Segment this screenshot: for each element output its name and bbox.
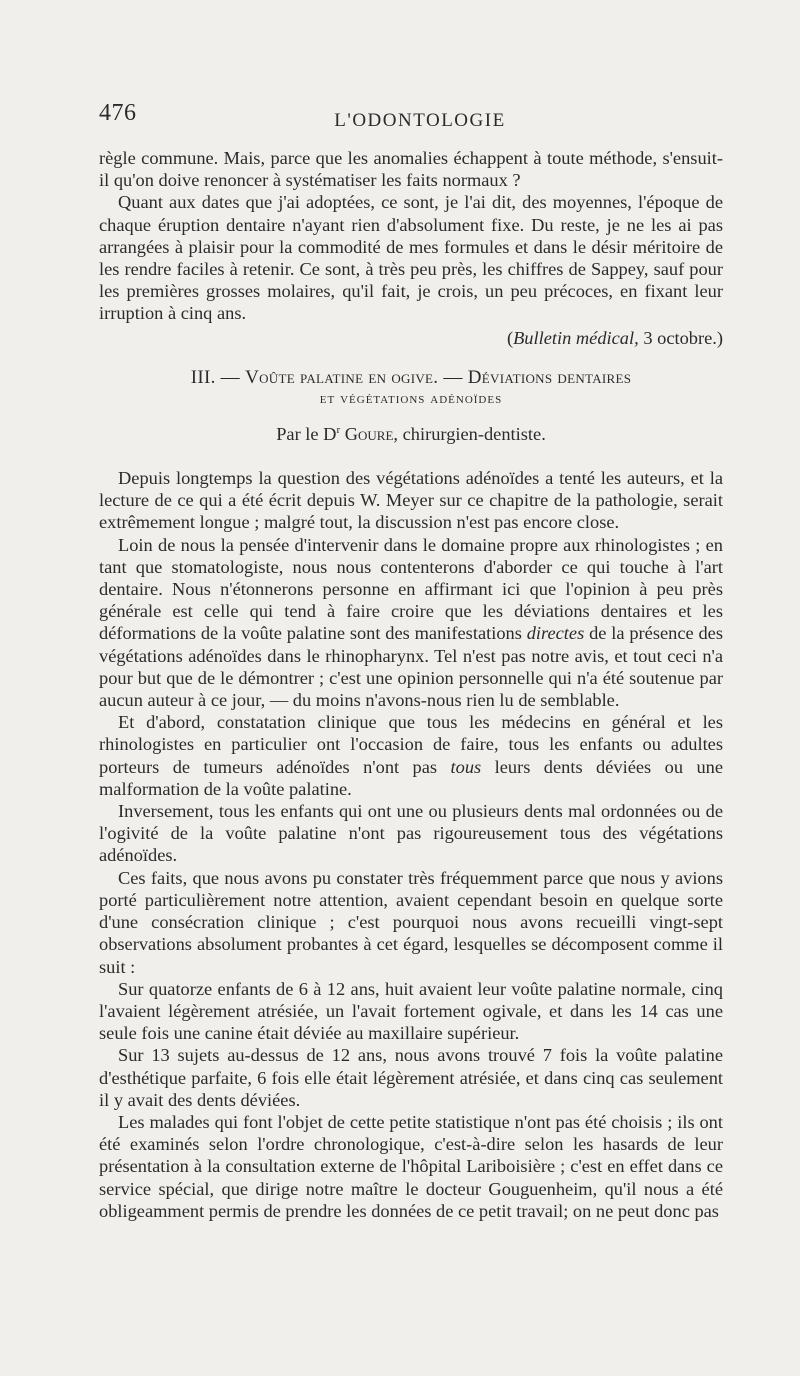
section-separator: — [443,366,463,388]
author-line [99,423,723,445]
paragraph: Ces faits, que nous avons pu constater très fréquemment parce que nous y avions porté particulièrement notre attention, avaient cependant besoin en quelque sorte d'une consécration clinique ; c'est pourquoi nous avons recueilli vingt-sept observations absolument probantes à cet égard, lesquelles se décomposent comme il suit : [99,867,723,977]
section-title-a: Voûte palatine en ogive. [245,366,439,388]
citation-date: 3 octobre. [643,327,717,348]
author-role: chirurgien-dentiste. [402,423,546,444]
paragraph [99,711,723,800]
emphasis: directes [526,623,585,644]
paragraph: Sur 13 sujets au-dessus de 12 ans, nous avons trouvé 7 fois la voûte palatine d'esthétique parfaite, 6 fois elle était légèrement atrésiée, et dans cinq cas seulement il y avait des dents déviées. [99,1045,723,1110]
running-title: L'ODONTOLOGIE [334,110,506,131]
text-run: Et d'abord, constatation clinique que tous les médecins en général et les rhinologistes en particulier ont l'occasion de faire, tous les enfants ou adultes porteurs de tumeurs adénoïdes n'ont pas [99,712,723,777]
text-run: Loin de nous la pensée d'intervenir dans le domaine propre aux rhinologistes ; en tant que stomatologiste, nous nous contenterons d'aborder ce qui touche à l'art dentaire. Nous n'étonnerons personne en affirmant ici que l'opinion à peu près générale est celle qui tend à faire croire que les déviations dentaires et les déformations de la voûte palatine sont des manifestations [99,534,723,644]
paragraph: Quant aux dates que j'ai adoptées, ce sont, je l'ai dit, des moyennes, l'époque de chaque éruption dentaire n'ayant rien d'absolument fixe. Du reste, je ne les ai pas arrangées à plaisir pour la commodité de mes formules et dans le désir méritoire de les rendre faciles à retenir. Ce sont, à très peu près, les chiffres de Sappey, sauf pour les premières grosses molaires, qu'il fait, je crois, un peu précoces, en fixant leur irruption à cinq ans. [99,192,723,324]
citation: (Bulletin médical, 3 octobre.) [506,327,723,348]
paragraph: Inversement, tous les enfants qui ont une ou plusieurs dents mal ordonnées ou de l'ogivité de la voûte palatine n'ont pas rigoureusement tous des végétations adénoïdes. [99,801,723,866]
citation-source: Bulletin médical, [513,327,639,348]
page-body [99,147,723,1222]
section-title-b: Déviations dentaires [467,366,632,388]
page-number: 476 [99,100,137,126]
author-title-sup: r [336,423,341,436]
section-number: III. — [190,366,240,388]
author-prefix: Par le D [276,423,337,444]
text-run: de la présence des végétations adénoïdes dans le rhinopharynx. Tel n'est pas notre avis, et tout ceci n'a pour but que de le démontrer ; c'est une opinion personnelle qui n'a été soutenue par aucun auteur à ce jour, — du moins n'avons-nous rien lu de semblable. [99,623,723,711]
section-title-c: et végétations adénoïdes [319,389,503,407]
paragraph [99,534,723,712]
emphasis: tous [450,756,482,777]
paragraph: Depuis longtemps la question des végétations adénoïdes a tenté les auteurs, et la lecture de ce qui a été écrit depuis W. Meyer sur ce chapitre de la pathologie, serait extrêmement longue ; malgré tout, la discussion n'est pas encore close. [99,468,723,533]
section-heading [99,367,723,409]
paragraph: Sur quatorze enfants de 6 à 12 ans, huit avaient leur voûte palatine normale, cinq l'avaient légèrement atrésiée, un l'avait fortement ogivale, et dans les 14 cas une seule fois une canine était déviée au maxillaire supérieur. [99,978,723,1044]
text-run: leurs dents déviées ou une malformation de la voûte palatine. [99,756,723,799]
paragraph: règle commune. Mais, parce que les anomalies échappent à toute méthode, s'ensuit-il qu'on doive renoncer à systématiser les faits normaux ? [99,148,723,191]
paragraph: Les malades qui font l'objet de cette petite statistique n'ont pas été choisis ; ils ont été examinés selon l'ordre chronologique, c'est-à-dire selon les hasards de leur présentation à la consultation externe de l'hôpital Lariboisière ; c'est en effet dans ce service spécial, que dirige notre maître le docteur Gouguenheim, qu'il nous a été obligeamment permis de prendre les données de ce petit travail; on ne peut donc pas [99,1111,723,1221]
author-name: Goure, [344,423,399,444]
